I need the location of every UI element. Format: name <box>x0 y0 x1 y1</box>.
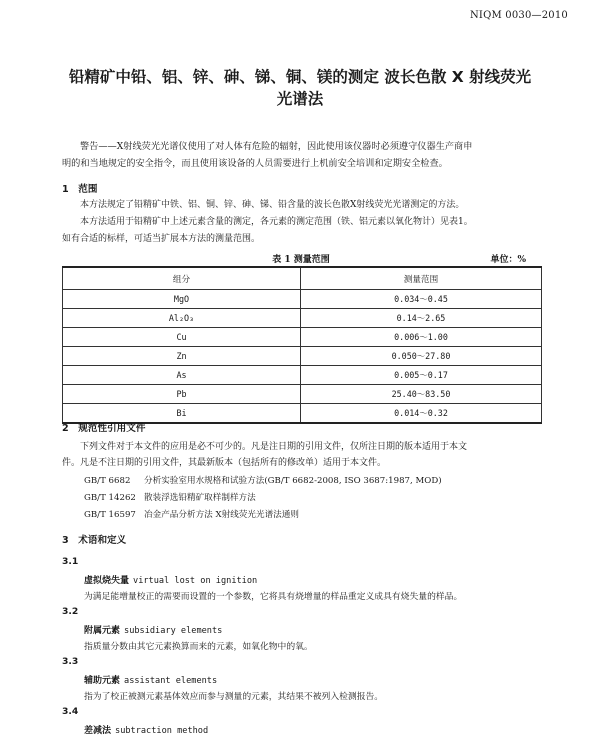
reference-title: 分析实验室用水规格和试验方法(GB/T 6682-2008, ISO 3687:1987, MOD) <box>144 476 442 486</box>
section-1-heading: 1 范围 <box>62 184 98 195</box>
table-header-row <box>63 267 542 290</box>
section-3-heading: 3 术语和定义 <box>62 535 127 546</box>
title-line-2: 光谱法 <box>276 90 324 108</box>
range-cell: 25.40～83.50 <box>301 385 542 404</box>
reference-item <box>84 474 442 486</box>
title-line-1: 铅精矿中铅、铝、锌、砷、锑、铜、镁的测定 波长色散 X 射线荧光 <box>68 68 532 86</box>
section-2-heading: 2 规范性引用文件 <box>62 423 146 434</box>
table-caption: 表 1 测量范围 <box>272 255 330 265</box>
measurement-range-table <box>62 266 542 424</box>
range-cell: 0.034～0.45 <box>301 290 542 309</box>
term-en: subtraction method <box>115 726 209 736</box>
component-cell: MgO <box>63 290 301 309</box>
component-cell: Al₂O₃ <box>63 309 301 328</box>
column-header-range: 测量范围 <box>301 267 542 290</box>
column-header-component: 组分 <box>63 267 301 290</box>
term-name <box>84 673 217 686</box>
range-cell: 0.14～2.65 <box>301 309 542 328</box>
table-row <box>63 309 542 328</box>
term-name <box>84 723 208 736</box>
component-cell: Bi <box>63 404 301 424</box>
warning-paragraph <box>62 138 540 172</box>
term-cn: 虚拟烧失量 <box>84 576 130 586</box>
component-cell: Cu <box>63 328 301 347</box>
term-number: 3.1 <box>62 556 79 567</box>
term-name <box>84 573 257 586</box>
table-row <box>63 347 542 366</box>
table-row <box>63 366 542 385</box>
table-unit: 单位：% <box>490 255 526 265</box>
table-caption-row <box>62 252 540 266</box>
term-cn: 附属元素 <box>84 626 121 636</box>
term-cn: 辅助元素 <box>84 676 121 686</box>
section-1-paragraph-2: 本方法适用于铅精矿中上述元素含量的测定，各元素的测定范围（铁、铝元素以氧化物计）见表1。 <box>80 217 473 227</box>
section-1-paragraph-1: 本方法规定了铅精矿中铁、铝、铜、锌、砷、锑、铅含量的波长色散X射线荧光光谱测定的方法。 <box>80 200 465 210</box>
section-2-paragraph-1: 下列文件对于本文件的应用是必不可少的。凡是注日期的引用文件，仅所注日期的版本适用于本文 <box>80 442 468 452</box>
table-row <box>63 290 542 309</box>
warning-line-2: 明的和当地规定的安全指令，而且使用该设备的人员需要进行上机前安全培训和定期安全检查。 <box>62 158 448 169</box>
standard-code: NIQM 0030—2010 <box>469 10 568 21</box>
term-cn: 差减法 <box>84 726 112 736</box>
term-definition: 指质量分数由其它元素换算而来的元素，如氧化物中的氧。 <box>84 642 313 652</box>
component-cell: As <box>63 366 301 385</box>
term-number: 3.3 <box>62 656 79 667</box>
term-name <box>84 623 222 636</box>
range-cell: 0.050～27.80 <box>301 347 542 366</box>
component-cell: Zn <box>63 347 301 366</box>
term-en: virtual lost on ignition <box>133 576 258 586</box>
reference-item <box>84 508 299 520</box>
section-1-paragraph-3: 如有合适的标样，可适当扩展本方法的测量范围。 <box>62 234 261 244</box>
reference-item <box>84 491 256 503</box>
term-en: assistant elements <box>124 676 218 686</box>
reference-title: 冶金产品分析方法 X射线荧光光谱法通则 <box>144 510 299 520</box>
section-2-paragraph-2: 件。凡是不注日期的引用文件，其最新版本（包括所有的修改单）适用于本文件。 <box>62 458 387 468</box>
range-cell: 0.006～1.00 <box>301 328 542 347</box>
component-cell: Pb <box>63 385 301 404</box>
table-row <box>63 328 542 347</box>
reference-code: GB/T 16597 <box>84 510 136 520</box>
term-definition: 指为了校正被测元素基体效应而参与测量的元素，其结果不被列入检测报告。 <box>84 692 384 702</box>
warning-line-1: 警告——X射线荧光光谱仪使用了对人体有危险的辐射，因此使用该仪器时必须遵守仪器生产商申 <box>80 141 473 152</box>
term-number: 3.2 <box>62 606 79 617</box>
document-title <box>50 66 550 110</box>
term-en: subsidiary elements <box>124 626 223 636</box>
reference-title: 散装浮选铅精矿取样制样方法 <box>144 493 256 503</box>
range-cell: 0.014～0.32 <box>301 404 542 424</box>
reference-code: GB/T 14262 <box>84 493 136 503</box>
range-cell: 0.005～0.17 <box>301 366 542 385</box>
term-number: 3.4 <box>62 706 79 717</box>
reference-code: GB/T 6682 <box>84 476 131 486</box>
table-row <box>63 385 542 404</box>
term-definition: 为满足能增量校正的需要而设置的一个参数，它将具有烧增量的样品重定义成具有烧失量的样品。 <box>84 592 463 602</box>
